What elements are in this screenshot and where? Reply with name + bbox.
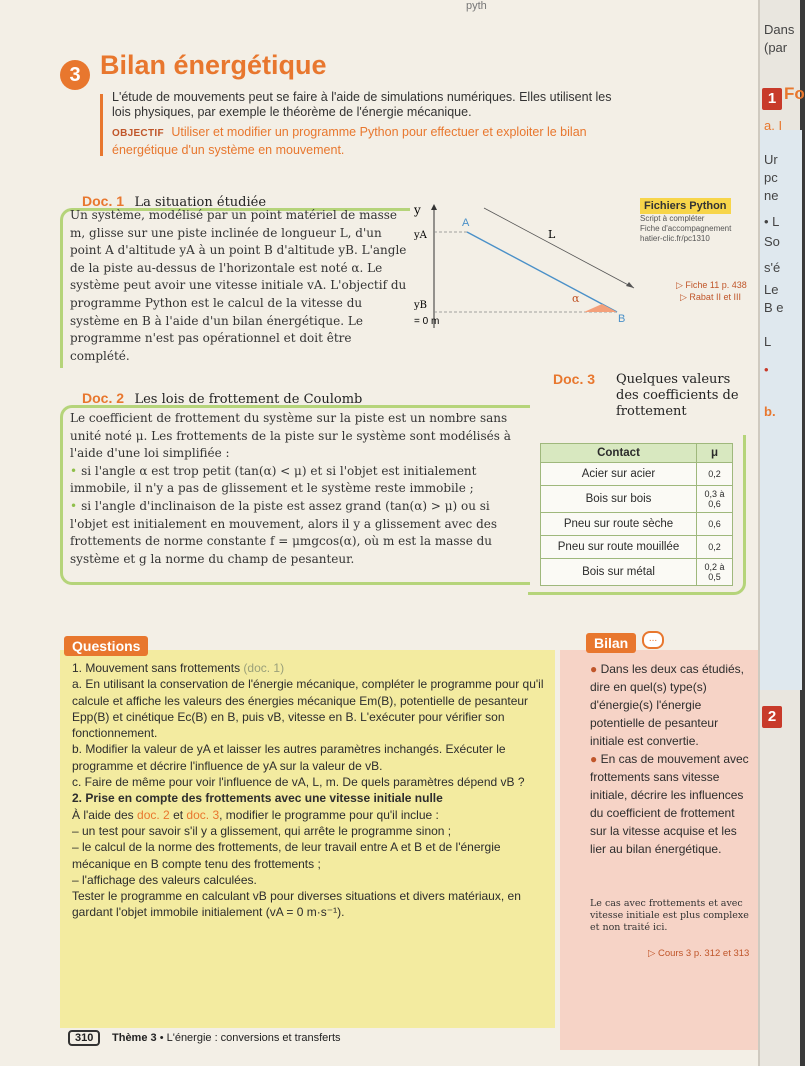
next-page-fragment: • <box>764 362 769 377</box>
next-page-fragment: (par <box>764 40 788 55</box>
bilan-paragraph-2 <box>590 750 750 858</box>
q2-end: Tester le programme en calculant vB pour diverses situations et divers matériaux, en gardant l'objet immobile initialement (vA = 0 m·s⁻¹). <box>72 889 521 920</box>
next-page-fragment: • L <box>764 214 780 229</box>
friction-table <box>540 443 733 586</box>
q2-line-3: – l'affichage des valeurs calculées. <box>72 872 257 887</box>
footer-theme: Thème 3 <box>112 1032 157 1044</box>
fichiers-line-1: Script à compléter <box>640 214 705 223</box>
doc2-bullet-2-text: si l'angle d'inclinaison de la piste est assez grand (tan(α) > μ) ou si l'objet est initialement en mouvement, alors il y a glissement avec des frottements de norme constante f = μmgcos(α), où m est la masse du système et g la norme du champ de pesanteur. <box>70 498 498 566</box>
fig-ya-label: yA <box>414 230 427 241</box>
speech-bubble-icon: ... <box>642 631 664 649</box>
table-row <box>541 536 733 559</box>
page-number: 310 <box>68 1030 100 1046</box>
fig-b-label: B <box>618 313 626 325</box>
section-intro: L'étude de mouvements peut se faire à l'aide de simulations numériques. Elles utilisent les lois physiques, par exemple le théorème de l'énergie mécanique. <box>112 90 612 119</box>
length-arrow-head <box>626 282 634 288</box>
q1c: c. Faire de même pour voir l'influence de vA, L, m. De quels paramètres dépend vB ? <box>72 775 525 790</box>
q2-post: , modifier le programme pour qu'il inclue : <box>219 807 439 822</box>
table-header-contact: Contact <box>541 444 697 463</box>
doc2-intro: Le coefficient de frottement du système sur la piste est un nombre sans unité noté μ. Les frottements de la piste sur le système sont modélisés à l'aide d'une loi simplifiée : <box>70 411 511 461</box>
q2-doc3-ref: doc. 3 <box>186 807 220 822</box>
objectif-label: OBJECTIF <box>112 128 164 139</box>
table-row <box>541 559 733 586</box>
q2-intro <box>72 807 552 823</box>
fichiers-line-2: Fiche d'accompagnement <box>640 224 732 233</box>
table-cell-contact: Pneu sur route sèche <box>541 513 697 536</box>
q1-title <box>72 660 552 676</box>
q2-line-1: – un test pour savoir s'il y a glissement, qui arrête le programme sinon ; <box>72 823 452 838</box>
doc3-tag: Doc. 3 <box>553 371 596 387</box>
q2-doc2-ref: doc. 2 <box>137 807 170 822</box>
next-page-fragment: Dans <box>764 22 795 37</box>
top-fragment: pyth <box>466 0 487 12</box>
fig-y-label: y <box>414 203 421 217</box>
bilan-text <box>590 660 750 858</box>
footer-subtitle: • L'énergie : conversions et transferts <box>156 1032 341 1044</box>
q2-et: et <box>173 807 184 822</box>
table-cell-mu: 0,6 <box>697 513 733 536</box>
section-title: Bilan énergétique <box>100 50 327 80</box>
doc1-tag: Doc. 1 <box>82 193 125 209</box>
table-row <box>541 513 733 536</box>
next-page-fragment: ne <box>764 188 779 203</box>
fiche-link[interactable]: ▷ Fiche 11 p. 438 <box>676 280 747 290</box>
cours-link[interactable]: ▷ Cours 3 p. 312 et 313 <box>648 948 750 959</box>
fiche-link-text: Fiche 11 p. 438 <box>685 280 747 290</box>
q1-title-text: 1. Mouvement sans frottements <box>72 661 241 675</box>
fichiers-python-box <box>640 196 732 244</box>
fichiers-title: Fichiers Python <box>640 198 731 214</box>
questions-tag: Questions <box>64 636 148 656</box>
next-page-fragment: b. <box>764 404 776 419</box>
next-page-fragment: Ur <box>764 152 778 167</box>
table-cell-mu: 0,2 <box>697 463 733 486</box>
bilan-paragraph-1 <box>590 660 750 750</box>
doc2-bullet-2 <box>70 498 530 568</box>
fig-zero-label: = 0 m <box>414 316 440 327</box>
table-cell-mu: 0,2 à 0,5 <box>697 559 733 586</box>
bilan-note: Le cas avec frottements et avec vitesse initiale est plus complexe et non traité ici. <box>590 898 749 933</box>
rabat-link[interactable]: ▷ Rabat II et III <box>680 292 741 302</box>
section-number-badge: 3 <box>60 60 90 90</box>
next-page-edge <box>758 0 805 1066</box>
doc2-text <box>70 410 530 568</box>
doc2-heading <box>82 390 362 408</box>
q2-title: 2. Prise en compte des frottements avec une vitesse initiale nulle <box>72 791 443 806</box>
fig-l-label: L <box>548 228 556 241</box>
bilan-tag: Bilan <box>586 633 636 653</box>
bullet-dot: • <box>70 463 78 478</box>
length-arrow <box>484 208 634 288</box>
q1b: b. Modifier la valeur de yA et laisser les autres paramètres inchangés. Exécuter le programme et décrire l'influence de yA sur la valeur de vB. <box>72 742 506 773</box>
next-page-fragment: pc <box>764 170 778 185</box>
fig-a-label: A <box>462 217 470 229</box>
doc2-bullet-1-text: si l'angle α est trop petit (tan(α) < μ) et si l'objet est initialement immobile, il n'y a pas de glissement et le système reste immobile ; <box>70 463 477 496</box>
bilan-p1: Dans les deux cas étudiés, dire en quel(s) type(s) d'énergie(s) l'énergie potentielle de pesanteur initiale est convertie. <box>590 662 745 748</box>
next-page-fragment: s'é <box>764 260 781 275</box>
q2-pre: À l'aide des <box>72 807 134 822</box>
next-page-fragment: L <box>764 334 772 349</box>
rabat-link-text: Rabat II et III <box>689 292 741 302</box>
next-page-fragment: So <box>764 234 780 249</box>
doc2-tag: Doc. 2 <box>82 390 125 406</box>
q1-ref: (doc. 1) <box>243 661 285 675</box>
track-line <box>467 232 617 312</box>
fig-alpha-label: α <box>572 292 580 305</box>
table-cell-mu: 0,2 <box>697 536 733 559</box>
bullet-dot: ● <box>590 752 601 766</box>
next-page-fragment: B e <box>764 300 784 315</box>
cours-link-text: Cours 3 p. 312 et 313 <box>657 948 750 959</box>
angle-wedge <box>584 304 617 312</box>
table-row <box>541 486 733 513</box>
fichiers-link[interactable]: hatier-clic.fr/pc1310 <box>640 234 710 243</box>
intro-bar <box>100 94 103 156</box>
table-cell-contact: Bois sur métal <box>541 559 697 586</box>
next-page-number-badge: 2 <box>762 706 782 728</box>
objectif-text: Utiliser et modifier un programme Python pour effectuer et exploiter le bilan énergétique d'un système en mouvement. <box>112 125 587 157</box>
next-page-number-badge: 1 <box>762 88 782 110</box>
table-header-row <box>541 444 733 463</box>
fig-yb-label: yB <box>414 300 427 311</box>
doc1-title: La situation étudiée <box>134 195 267 210</box>
next-page-fragment: a. I <box>764 118 783 133</box>
table-row <box>541 463 733 486</box>
objectif <box>112 124 612 158</box>
q1a: a. En utilisant la conservation de l'énergie mécanique, compléter le programme pour qu'il calcule et affiche les valeurs des énergies mécanique Em(B), potentielle de pesanteur Epp(B) et cinétique Ec(B) en B, puis vB, vitesse en B. L'exécuter pour vérifier son fonctionnement. <box>72 677 544 741</box>
doc2-bullet-1 <box>70 463 530 498</box>
table-header-mu: μ <box>697 444 733 463</box>
next-page-fragment: Fo <box>784 84 805 103</box>
incline-figure <box>412 200 642 340</box>
footer-text <box>112 1032 341 1044</box>
y-axis-arrow <box>431 204 437 210</box>
table-cell-contact: Pneu sur route mouillée <box>541 536 697 559</box>
table-cell-contact: Acier sur acier <box>541 463 697 486</box>
doc1-text: Un système, modélisé par un point matériel de masse m, glisse sur une piste inclinée de longueur L, d'un point A d'altitude yA à un point B d'altitude yB. L'angle de la piste au-dessus de l'horizontale est noté α. Le système peut avoir une vitesse initiale vA. L'objectif du programme Python est le calcul de la vitesse du système en B à l'aide d'un bilan énergétique. Le programme n'est pas opérationnel et doit être complété. <box>70 208 407 363</box>
bullet-dot: ● <box>590 662 601 676</box>
doc3-title: Quelques valeurs des coefficients de frottement <box>616 372 739 419</box>
q2-line-2: – le calcul de la norme des frottements, de leur travail entre A et B et de l'énergie mécanique en B compte tenu des frottements ; <box>72 840 501 871</box>
table-cell-contact: Bois sur bois <box>541 486 697 513</box>
bilan-p2: En cas de mouvement avec frottements sans vitesse initiale, décrire les influences du coefficient de frottement sur la vitesse acquise et les lier au bilan énergétique. <box>590 752 749 856</box>
doc2-title: Les lois de frottement de Coulomb <box>134 392 363 407</box>
bullet-dot: • <box>70 498 78 513</box>
next-page-fragment: Le <box>764 282 779 297</box>
questions-text <box>72 660 552 921</box>
table-cell-mu: 0,3 à 0,6 <box>697 486 733 513</box>
